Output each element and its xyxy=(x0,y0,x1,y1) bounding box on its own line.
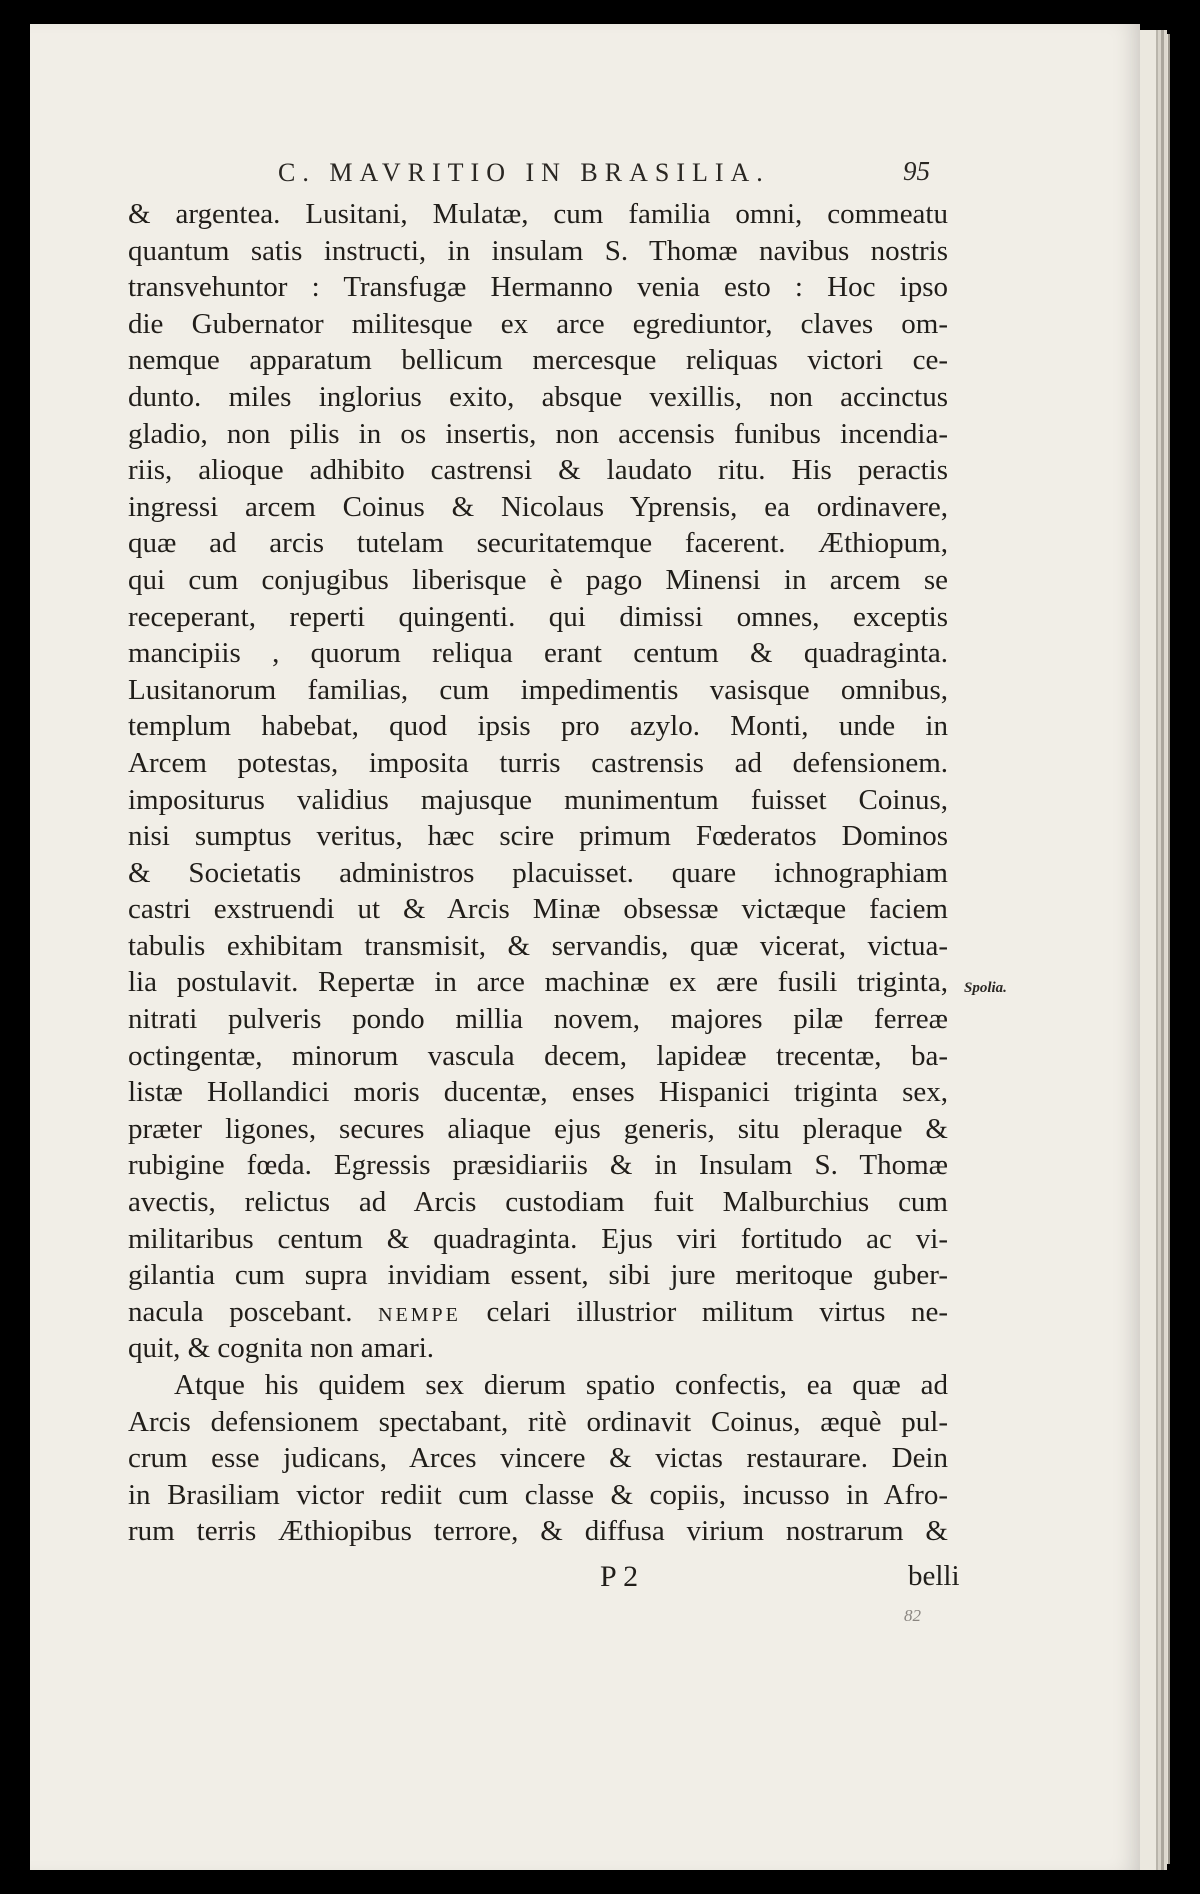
smallcaps-word: NEMPE xyxy=(378,1303,461,1326)
text-line: riis, alioque adhibito castrensi & laudato ritu. His peractis xyxy=(128,454,948,487)
text-line-rest: celari illustrior militum virtus ne- xyxy=(486,1295,949,1328)
text-line: rum terris Æthiopibus terrore, & diffusa virium nostrarum & xyxy=(128,1515,948,1548)
text-line: crum esse judicans, Arces vincere & victas restaurare. Dein xyxy=(128,1442,948,1475)
text-line: gilantia cum supra invidiam essent, sibi jure meritoque guber- xyxy=(128,1259,948,1292)
text-line: listæ Hollandici moris ducentæ, enses Hispanici triginta sex, xyxy=(128,1076,948,1109)
text-line: templum habebat, quod ipsis pro azylo. Monti, unde in xyxy=(128,710,948,743)
text-line: octingentæ, minorum vascula decem, lapideæ trecentæ, ba- xyxy=(128,1039,948,1072)
text-line: quit, & cognita non amari. xyxy=(128,1332,435,1365)
text-line: & Societatis administros placuisset. quare ichnographiam xyxy=(128,856,948,889)
text-line: quantum satis instructi, in insulam S. Thomæ navibus nostris xyxy=(128,234,948,267)
text-line: nitrati pulveris pondo millia novem, majores pilæ ferreæ xyxy=(128,1003,948,1036)
text-line: Arcis defensionem spectabant, ritè ordinavit Coinus, æquè pul- xyxy=(128,1405,948,1438)
running-head: C. MAVRITIO IN BRASILIA. xyxy=(278,158,770,187)
text-line: lia postulavit. Repertæ in arce machinæ ex ære fusili triginta, xyxy=(128,966,948,999)
body-text xyxy=(128,196,948,1550)
text-line: & argentea. Lusitani, Mulatæ, cum familia omni, commeatu xyxy=(128,198,948,230)
text-line: die Gubernator militesque ex arce egrediuntor, claves om- xyxy=(128,307,948,340)
text-line: rubigine fœda. Egressis præsidiariis & in Insulam S. Thomæ xyxy=(128,1149,948,1182)
text-line: castri exstruendi ut & Arcis Minæ obsessæ victæque faciem xyxy=(128,893,948,926)
text-line: receperant, reperti quingenti. qui dimissi omnes, exceptis xyxy=(128,600,948,633)
text-line: nemque apparatum bellicum mercesque reliquas victori ce- xyxy=(128,344,948,377)
text-line: avectis, relictus ad Arcis custodiam fuit Malburchius cum xyxy=(128,1186,948,1219)
catchword: belli xyxy=(908,1560,960,1592)
text-line: quæ ad arcis tutelam securitatemque facerent. Æthiopum, xyxy=(128,527,948,560)
text-line: in Brasiliam victor rediit cum classe & copiis, incusso in Afro- xyxy=(128,1478,948,1511)
text-line: transvehuntor : Transfugæ Hermanno venia esto : Hoc ipso xyxy=(128,271,948,304)
text-line-start: nacula poscebant. xyxy=(128,1295,353,1328)
margin-note: Spolia. xyxy=(964,980,1007,996)
page-number: 95 xyxy=(903,156,930,186)
text-line: dunto. miles inglorius exito, absque vexillis, non accinctus xyxy=(128,380,948,413)
text-line: nisi sumptus veritus, hæc scire primum Fœderatos Dominos xyxy=(128,820,948,853)
text-line: Lusitanorum familias, cum impedimentis vasisque omnibus, xyxy=(128,673,948,706)
text-line: Arcem potestas, imposita turris castrensis ad defensionem. xyxy=(128,746,948,779)
signature-mark: P 2 xyxy=(600,1560,639,1593)
text-line: præter ligones, secures aliaque ejus generis, situ pleraque & xyxy=(128,1112,948,1145)
text-line: gladio, non pilis in os insertis, non accensis funibus incendia- xyxy=(128,417,948,450)
text-line: mancipiis , quorum reliqua erant centum & quadraginta. xyxy=(128,637,948,670)
text-line: Atque his quidem sex dierum spatio confectis, ea quæ ad xyxy=(174,1369,948,1401)
text-line: qui cum conjugibus liberisque è pago Minensi in arcem se xyxy=(128,563,948,596)
text-line: ingressi arcem Coinus & Nicolaus Yprensis, ea ordinavere, xyxy=(128,490,948,523)
text-line: militaribus centum & quadraginta. Ejus viri fortitudo ac vi- xyxy=(128,1222,948,1255)
text-line xyxy=(128,1294,948,1331)
text-line: impositurus validius majusque munimentum fuisset Coinus, xyxy=(128,783,948,816)
pencil-folio-mark: 82 xyxy=(904,1606,921,1625)
text-line: tabulis exhibitam transmisit, & servandis, quæ vicerat, victua- xyxy=(128,929,948,962)
